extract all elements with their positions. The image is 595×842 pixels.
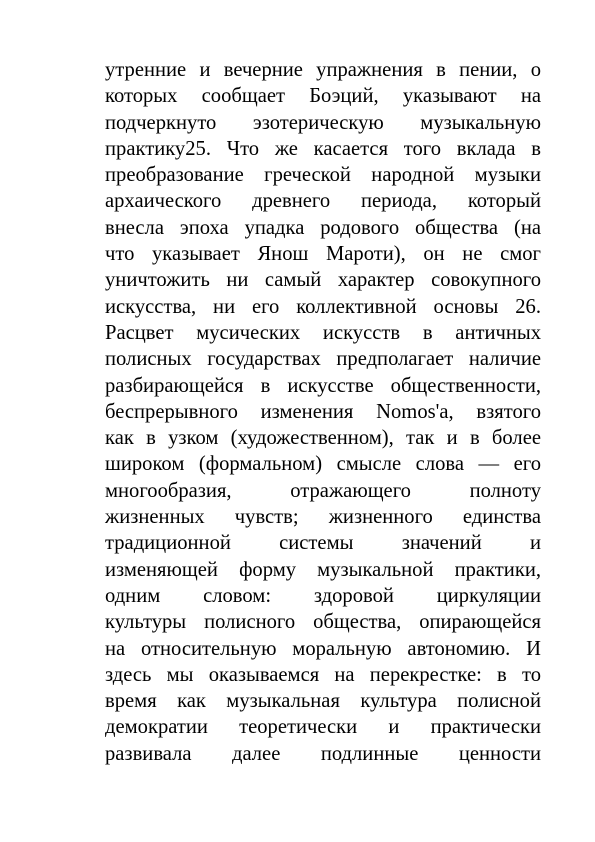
text-line: демократии теоретически и практически <box>105 716 541 739</box>
text-line: изменяющей форму музыкальной практики, <box>105 558 541 581</box>
text-line: одним словом: здоровой циркуляции <box>105 584 541 607</box>
text-line: Расцвет мусических искусств в античных <box>105 321 541 344</box>
text-line: широком (формальном) смысле слова — его <box>105 453 541 476</box>
text-line: беспрерывного изменения Nomos'a, взятого <box>105 400 541 423</box>
text-line: практику25. Что же касается того вклада в <box>105 137 541 160</box>
text-line: жизненных чувств; жизненного единства <box>105 506 541 529</box>
text-line: утренние и вечерние упражнения в пении, о <box>105 59 541 81</box>
text-line: на относительную моральную автономию. И <box>105 637 541 660</box>
text-line: разбирающейся в искусстве общественности, <box>105 374 541 397</box>
text-line: архаического древнего периода, который <box>105 190 541 213</box>
text-line: уничтожить ни самый характер совокупного <box>105 269 541 292</box>
text-line: которых сообщает Боэций, указывают на <box>105 85 541 108</box>
text-line: искусства, ни его коллективной основы 26. <box>105 295 541 318</box>
text-line: здесь мы оказываемся на перекрестке: в то <box>105 663 541 686</box>
text-line: внесла эпоха упадка родового общества (на <box>105 216 541 239</box>
text-line: время как музыкальная культура полисной <box>105 690 541 713</box>
text-line: традиционной системы значений и <box>105 532 541 555</box>
text-line: подчеркнуто эзотерическую музыкальную <box>105 111 541 134</box>
text-line: развивала далее подлинные ценности <box>105 742 541 765</box>
text-line: многообразия, отражающего полноту <box>105 479 541 502</box>
text-line: как в узком (художественном), так и в более <box>105 427 541 450</box>
text-line: преобразование греческой народной музыки <box>105 164 541 187</box>
text-line: культуры полисного общества, опирающейся <box>105 611 541 634</box>
body-text <box>105 57 541 767</box>
text-line: что указывает Янош Мароти), он не смог <box>105 243 541 266</box>
text-line: полисных государствах предполагает наличие <box>105 348 541 371</box>
